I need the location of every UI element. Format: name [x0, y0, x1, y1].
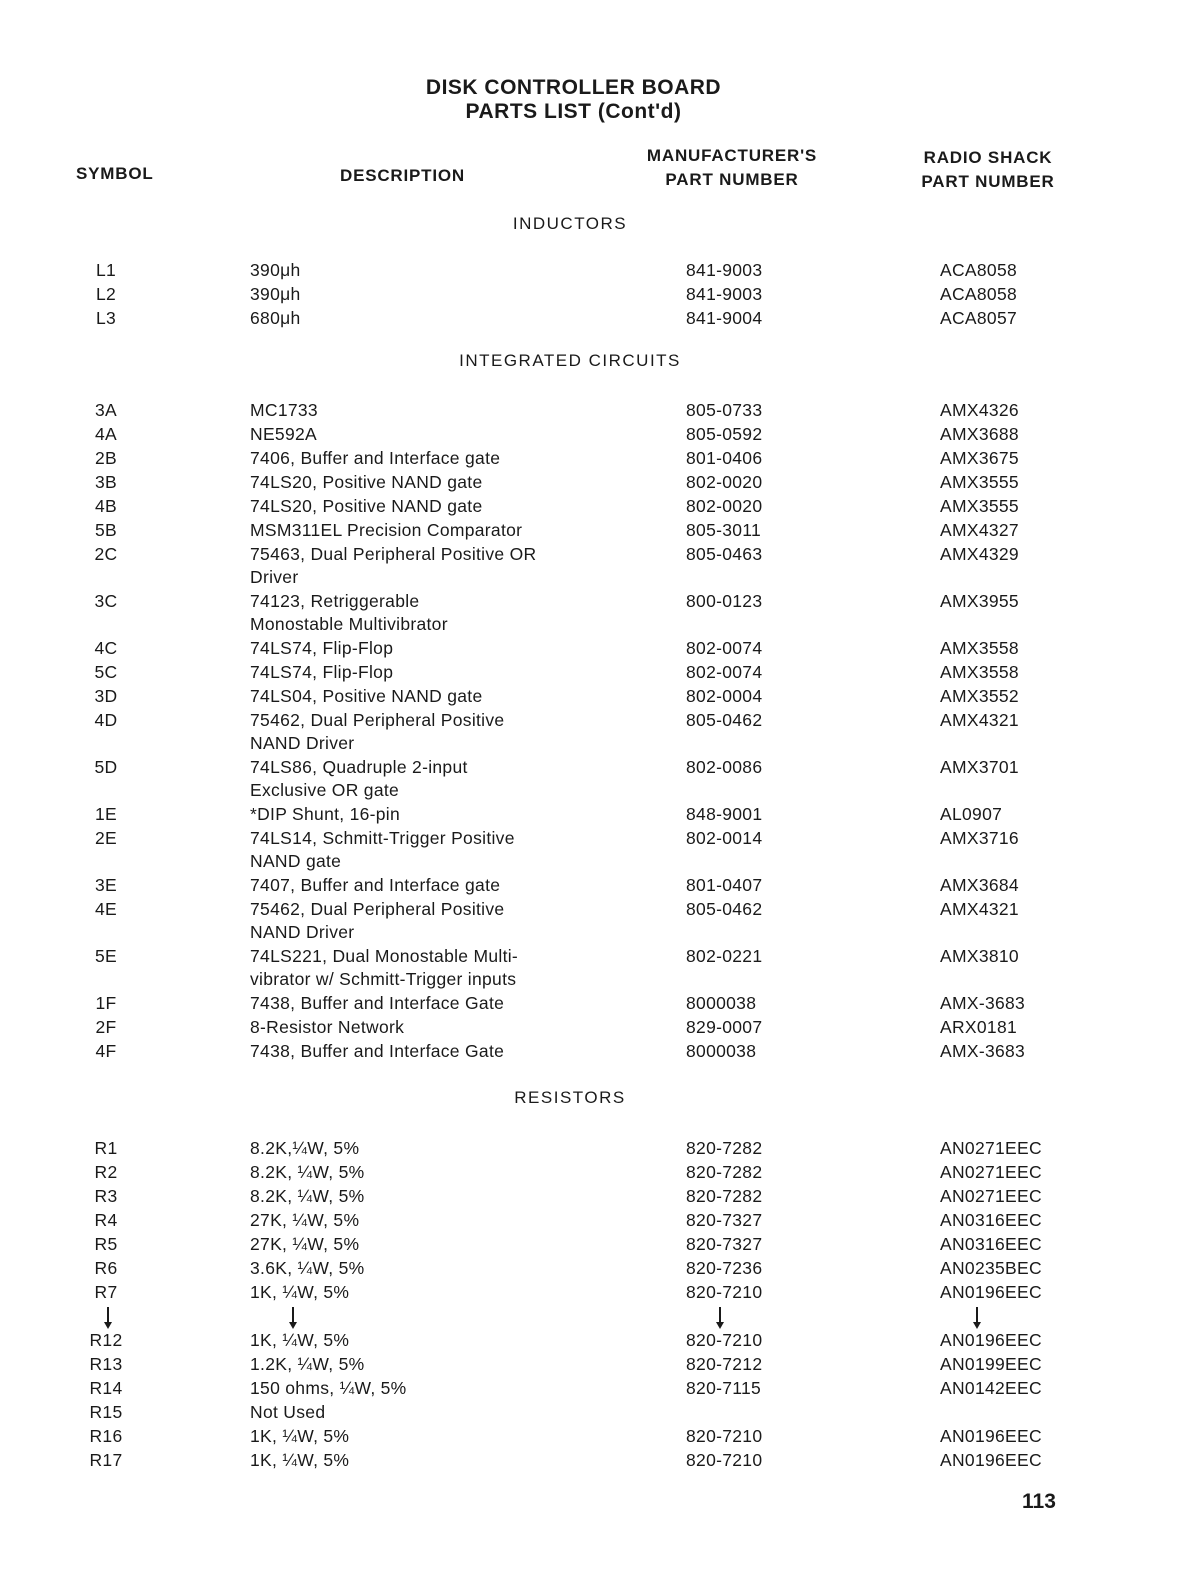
description-cell: 7438, Buffer and Interface Gate: [250, 993, 505, 1013]
description-cell: 74123, Retriggerable Monostable Multivibrator: [250, 591, 448, 634]
description-cell: 8.2K,¼W, 5%: [250, 1138, 360, 1158]
description-cell: 1K, ¼W, 5%: [250, 1282, 350, 1302]
table-row: [0, 685, 1187, 709]
table-row: [0, 661, 1187, 685]
symbol-cell: R14: [89, 1378, 123, 1398]
section-title-resistors: RESISTORS: [514, 1088, 626, 1107]
radio-shack-part-number-cell: AMX3552: [940, 686, 1019, 706]
integrated-circuits-table: [0, 399, 1187, 1064]
manufacturer-part-number-cell: 820-7327: [686, 1210, 763, 1230]
table-row: [0, 1209, 1187, 1233]
manufacturer-part-number-cell: 800-0123: [686, 591, 763, 611]
description-cell: 74LS86, Quadruple 2-input Exclusive OR gate: [250, 757, 468, 800]
radio-shack-part-number-cell: AMX4321: [940, 710, 1019, 730]
symbol-cell: 3E: [94, 875, 117, 895]
manufacturer-part-number-cell: 820-7210: [686, 1282, 763, 1302]
manufacturer-part-number-cell: 841-9003: [686, 260, 763, 280]
description-cell: 74LS20, Positive NAND gate: [250, 472, 483, 492]
description-cell: 74LS221, Dual Monostable Multi- vibrator w/ Schmitt-Trigger inputs: [250, 946, 519, 989]
symbol-cell: 3A: [94, 400, 117, 420]
symbol-header: SYMBOL: [76, 164, 154, 183]
radio-shack-part-number-cell: ARX0181: [940, 1017, 1018, 1037]
section-title-inductors: INDUCTORS: [512, 214, 628, 233]
symbol-cell: R6: [94, 1258, 118, 1278]
symbol-cell: 3C: [94, 591, 118, 611]
manufacturer-part-number-cell: 848-9001: [686, 804, 763, 824]
description-cell: 1.2K, ¼W, 5%: [250, 1354, 365, 1374]
symbol-cell: R7: [94, 1282, 118, 1302]
range-arrow-row: [0, 1305, 1187, 1329]
description-cell: 74LS74, Flip-Flop: [250, 662, 394, 682]
table-row: [0, 1377, 1187, 1401]
description-cell: 3.6K, ¼W, 5%: [250, 1258, 365, 1278]
radio-shack-part-number-cell: AMX4326: [940, 400, 1019, 420]
symbol-cell: L1: [95, 260, 117, 280]
table-row: [0, 307, 1187, 331]
manufacturer-part-number-cell: 805-0592: [686, 424, 763, 444]
table-row: [0, 1161, 1187, 1185]
description-cell: 1K, ¼W, 5%: [250, 1450, 350, 1470]
description-cell: 8.2K, ¼W, 5%: [250, 1186, 365, 1206]
manufacturer-part-number-header: MANUFACTURER'S PART NUMBER: [646, 146, 818, 189]
manufacturer-part-number-cell: 802-0014: [686, 828, 763, 848]
radio-shack-part-number-cell: AN0196EEC: [940, 1330, 1042, 1350]
symbol-cell: R12: [89, 1330, 123, 1350]
radio-shack-part-number-cell: AMX-3683: [940, 1041, 1026, 1061]
symbol-cell: 4F: [95, 1041, 117, 1061]
symbol-cell: 4D: [94, 710, 118, 730]
symbol-cell: R4: [94, 1210, 118, 1230]
manufacturer-part-number-cell: 801-0406: [686, 448, 763, 468]
radio-shack-part-number-cell: ACA8058: [940, 260, 1018, 280]
radio-shack-part-number-cell: ACA8058: [940, 284, 1018, 304]
table-row: [0, 1233, 1187, 1257]
description-cell: Not Used: [250, 1402, 326, 1422]
manufacturer-part-number-cell: 820-7282: [686, 1138, 763, 1158]
manufacturer-part-number-cell: 841-9004: [686, 308, 763, 328]
radio-shack-part-number-cell: AMX3688: [940, 424, 1019, 444]
manufacturer-part-number-cell: 820-7210: [686, 1426, 763, 1446]
description-cell: 74LS04, Positive NAND gate: [250, 686, 483, 706]
symbol-cell: 1F: [95, 993, 117, 1013]
description-cell: 74LS20, Positive NAND gate: [250, 496, 483, 516]
symbol-cell: 1E: [94, 804, 117, 824]
table-row: [0, 945, 1187, 992]
manufacturer-part-number-cell: 801-0407: [686, 875, 763, 895]
resistors-table: [0, 1137, 1187, 1473]
table-row: [0, 495, 1187, 519]
manufacturer-part-number-cell: 802-0221: [686, 946, 763, 966]
radio-shack-part-number-cell: AMX3716: [940, 828, 1019, 848]
table-row: [0, 1137, 1187, 1161]
down-arrow-icon: [972, 1305, 982, 1329]
symbol-cell: 4E: [94, 899, 117, 919]
description-cell: 74LS14, Schmitt-Trigger Positive NAND gate: [250, 828, 515, 871]
manufacturer-part-number-cell: 820-7282: [686, 1162, 763, 1182]
manufacturer-part-number-cell: 820-7236: [686, 1258, 763, 1278]
radio-shack-part-number-cell: AN0199EEC: [940, 1354, 1042, 1374]
symbol-cell: 3B: [94, 472, 117, 492]
radio-shack-part-number-cell: AN0235BEC: [940, 1258, 1042, 1278]
radio-shack-part-number-cell: AN0316EEC: [940, 1234, 1042, 1254]
manufacturer-part-number-cell: 805-0463: [686, 544, 763, 564]
table-row: [0, 1281, 1187, 1305]
symbol-cell: R15: [89, 1402, 123, 1422]
radio-shack-part-number-cell: AMX3555: [940, 472, 1019, 492]
manufacturer-part-number-cell: 805-0462: [686, 710, 763, 730]
description-cell: 7406, Buffer and Interface gate: [250, 448, 501, 468]
table-row: [0, 1185, 1187, 1209]
table-row: [0, 1016, 1187, 1040]
page-title: DISK CONTROLLER BOARD: [425, 76, 722, 99]
radio-shack-part-number-cell: AN0196EEC: [940, 1282, 1042, 1302]
description-cell: 75463, Dual Peripheral Positive OR Driver: [250, 544, 537, 587]
radio-shack-part-number-cell: AN0142EEC: [940, 1378, 1042, 1398]
radio-shack-part-number-cell: AMX3675: [940, 448, 1019, 468]
table-row: [0, 1329, 1187, 1353]
symbol-cell: 3D: [94, 686, 118, 706]
radio-shack-part-number-cell: AMX3555: [940, 496, 1019, 516]
manufacturer-part-number-cell: 805-3011: [686, 520, 762, 540]
manufacturer-part-number-cell: 8000038: [686, 1041, 757, 1061]
down-arrow-icon: [103, 1305, 113, 1329]
radio-shack-part-number-cell: AMX4327: [940, 520, 1019, 540]
radio-shack-part-number-cell: AN0196EEC: [940, 1426, 1042, 1446]
symbol-cell: R17: [89, 1450, 123, 1470]
table-row: [0, 1040, 1187, 1064]
table-row: [0, 423, 1187, 447]
page-subtitle: PARTS LIST (Cont'd): [465, 100, 682, 123]
down-arrow-icon: [288, 1305, 298, 1329]
description-header: DESCRIPTION: [340, 166, 465, 185]
radio-shack-part-number-cell: AMX3955: [940, 591, 1019, 611]
description-cell: MSM311EL Precision Comparator: [250, 520, 523, 540]
symbol-cell: 2F: [95, 1017, 117, 1037]
page-number: 113: [1022, 1490, 1056, 1513]
symbol-cell: L2: [95, 284, 117, 304]
description-cell: 1K, ¼W, 5%: [250, 1330, 350, 1350]
symbol-cell: 2B: [94, 448, 117, 468]
symbol-cell: 5E: [94, 946, 117, 966]
radio-shack-part-number-cell: AN0316EEC: [940, 1210, 1042, 1230]
manufacturer-part-number-cell: 820-7327: [686, 1234, 763, 1254]
radio-shack-part-number-cell: AN0271EEC: [940, 1186, 1042, 1206]
table-row: [0, 447, 1187, 471]
description-cell: 390μh: [250, 284, 301, 304]
table-row: [0, 709, 1187, 756]
table-row: [0, 1257, 1187, 1281]
description-cell: 27K, ¼W, 5%: [250, 1210, 360, 1230]
manufacturer-part-number-cell: 805-0462: [686, 899, 763, 919]
inductors-table: [0, 259, 1187, 331]
description-cell: 680μh: [250, 308, 301, 328]
description-cell: 390μh: [250, 260, 301, 280]
manufacturer-part-number-cell: 805-0733: [686, 400, 763, 420]
manufacturer-part-number-cell: 802-0086: [686, 757, 763, 777]
description-cell: 74LS74, Flip-Flop: [250, 638, 394, 658]
manufacturer-part-number-cell: 820-7212: [686, 1354, 763, 1374]
symbol-cell: R5: [94, 1234, 118, 1254]
symbol-cell: 5D: [94, 757, 118, 777]
description-cell: 7407, Buffer and Interface gate: [250, 875, 501, 895]
description-cell: 75462, Dual Peripheral Positive NAND Driver: [250, 899, 505, 942]
radio-shack-part-number-cell: AMX4321: [940, 899, 1019, 919]
radio-shack-part-number-cell: AMX3558: [940, 638, 1019, 658]
manufacturer-part-number-cell: 820-7210: [686, 1450, 763, 1470]
symbol-cell: R16: [89, 1426, 123, 1446]
manufacturer-part-number-cell: 829-0007: [686, 1017, 763, 1037]
symbol-cell: L3: [95, 308, 117, 328]
table-row: [0, 1401, 1187, 1425]
description-cell: MC1733: [250, 400, 318, 420]
manufacturer-part-number-cell: 8000038: [686, 993, 757, 1013]
symbol-cell: 4A: [94, 424, 117, 444]
table-row: [0, 1449, 1187, 1473]
symbol-cell: 5B: [94, 520, 117, 540]
radio-shack-part-number-cell: ACA8057: [940, 308, 1018, 328]
symbol-cell: 2E: [94, 828, 117, 848]
manufacturer-part-number-cell: 802-0074: [686, 638, 763, 658]
description-cell: *DIP Shunt, 16-pin: [250, 804, 401, 824]
radio-shack-part-number-cell: AMX4329: [940, 544, 1019, 564]
manufacturer-part-number-cell: 841-9003: [686, 284, 763, 304]
radio-shack-part-number-cell: AMX3701: [940, 757, 1019, 777]
radio-shack-part-number-cell: AMX3684: [940, 875, 1019, 895]
table-row: [0, 1425, 1187, 1449]
table-row: [0, 259, 1187, 283]
manufacturer-part-number-cell: 820-7115: [686, 1378, 762, 1398]
table-row: [0, 756, 1187, 803]
radio-shack-part-number-cell: AL0907: [940, 804, 1003, 824]
symbol-cell: 2C: [94, 544, 118, 564]
table-row: [0, 874, 1187, 898]
description-cell: 7438, Buffer and Interface Gate: [250, 1041, 505, 1061]
table-row: [0, 590, 1187, 637]
table-row: [0, 803, 1187, 827]
radio-shack-part-number-cell: AMX3558: [940, 662, 1019, 682]
table-row: [0, 471, 1187, 495]
manufacturer-part-number-cell: 802-0020: [686, 472, 763, 492]
manufacturer-part-number-cell: 802-0074: [686, 662, 763, 682]
table-row: [0, 992, 1187, 1016]
symbol-cell: 5C: [94, 662, 118, 682]
section-title-integrated-circuits: INTEGRATED CIRCUITS: [459, 351, 681, 370]
down-arrow-icon: [715, 1305, 725, 1329]
table-row: [0, 827, 1187, 874]
radio-shack-part-number-header: RADIO SHACK PART NUMBER: [921, 148, 1055, 191]
description-cell: 8-Resistor Network: [250, 1017, 405, 1037]
table-row: [0, 637, 1187, 661]
radio-shack-part-number-cell: AN0271EEC: [940, 1162, 1042, 1182]
table-row: [0, 519, 1187, 543]
description-cell: 75462, Dual Peripheral Positive NAND Driver: [250, 710, 505, 753]
radio-shack-part-number-cell: AN0196EEC: [940, 1450, 1042, 1470]
table-row: [0, 543, 1187, 590]
radio-shack-part-number-cell: AN0271EEC: [940, 1138, 1042, 1158]
radio-shack-part-number-cell: AMX-3683: [940, 993, 1026, 1013]
symbol-cell: R1: [94, 1138, 118, 1158]
manufacturer-part-number-cell: 802-0020: [686, 496, 763, 516]
table-row: [0, 1353, 1187, 1377]
table-row: [0, 283, 1187, 307]
description-cell: 8.2K, ¼W, 5%: [250, 1162, 365, 1182]
manufacturer-part-number-cell: 820-7210: [686, 1330, 763, 1350]
radio-shack-part-number-cell: AMX3810: [940, 946, 1019, 966]
table-row: [0, 898, 1187, 945]
description-cell: 1K, ¼W, 5%: [250, 1426, 350, 1446]
symbol-cell: 4B: [94, 496, 117, 516]
symbol-cell: 4C: [94, 638, 118, 658]
description-cell: NE592A: [250, 424, 317, 444]
description-cell: 150 ohms, ¼W, 5%: [250, 1378, 407, 1398]
description-cell: 27K, ¼W, 5%: [250, 1234, 360, 1254]
symbol-cell: R3: [94, 1186, 118, 1206]
manufacturer-part-number-cell: 802-0004: [686, 686, 763, 706]
symbol-cell: R2: [94, 1162, 118, 1182]
symbol-cell: R13: [89, 1354, 123, 1374]
table-row: [0, 399, 1187, 423]
manufacturer-part-number-cell: 820-7282: [686, 1186, 763, 1206]
